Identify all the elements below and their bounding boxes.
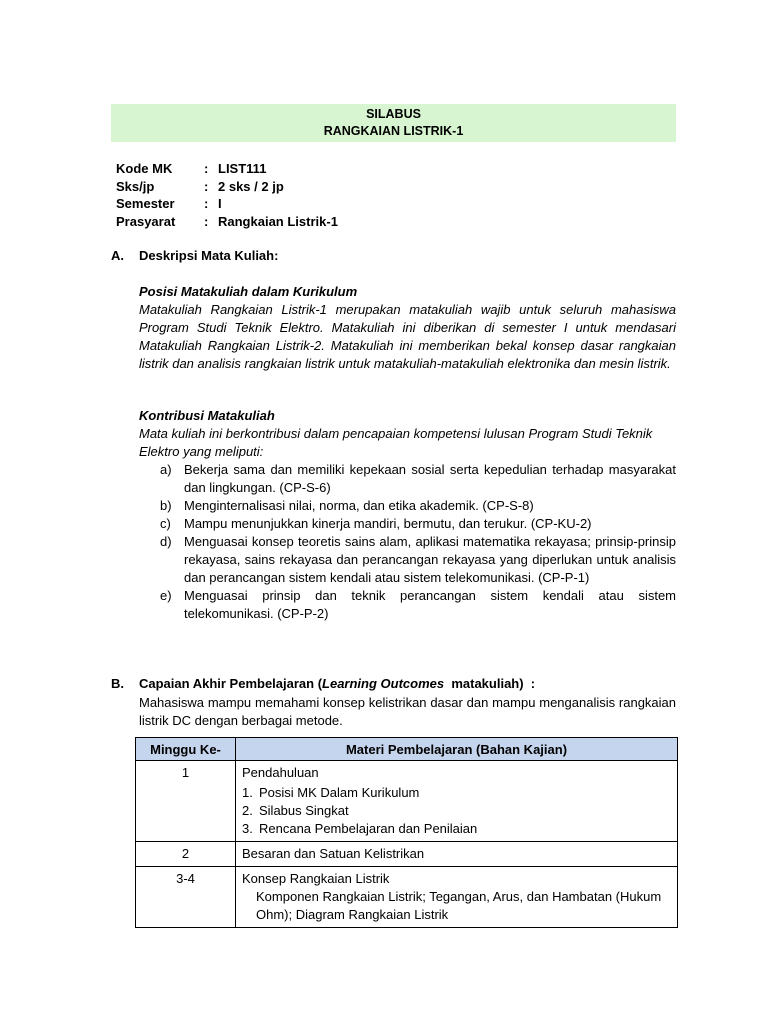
table-row bbox=[136, 867, 678, 928]
list-item bbox=[160, 515, 676, 533]
title-line-1: SILABUS bbox=[366, 107, 421, 121]
material-cell bbox=[236, 867, 678, 928]
meta-row bbox=[116, 160, 338, 178]
list-text: Bekerja sama dan memiliki kepekaan sosial serta kepedulian terhadap masyarakat dan lingkungan. (CP-S-6) bbox=[184, 462, 676, 495]
posisi-block bbox=[139, 283, 676, 373]
section-a-heading bbox=[111, 248, 278, 263]
list-item bbox=[242, 784, 671, 802]
list-marker: b) bbox=[160, 498, 172, 513]
learning-outcome-text: Mahasiswa mampu memahami konsep kelistrikan dasar dan mampu menganalisis rangkaian listrik DC dengan berbagai metode. bbox=[139, 695, 676, 728]
course-meta bbox=[116, 160, 338, 230]
table-row bbox=[136, 761, 678, 842]
list-text: Menginternalisasi nilai, norma, dan etika akademik. (CP-S-8) bbox=[184, 498, 534, 513]
list-text: Mampu menunjukkan kinerja mandiri, bermutu, dan terukur. (CP-KU-2) bbox=[184, 516, 592, 531]
meta-separator: : bbox=[204, 196, 209, 211]
table-row bbox=[136, 842, 678, 867]
section-title-italic: Learning Outcomes bbox=[322, 676, 445, 691]
materials-table bbox=[135, 737, 678, 928]
meta-label: Semester bbox=[116, 196, 175, 211]
material-detail: Komponen Rangkaian Listrik; Tegangan, Arus, dan Hambatan (Hukum Ohm); Diagram Rangkaian Listrik bbox=[256, 889, 662, 922]
material-title: Konsep Rangkaian Listrik bbox=[242, 871, 390, 886]
meta-label: Kode MK bbox=[116, 161, 173, 176]
list-item bbox=[160, 533, 676, 587]
list-marker: d) bbox=[160, 534, 172, 549]
section-letter: B. bbox=[111, 676, 124, 691]
list-marker: 1. bbox=[242, 785, 253, 800]
week-cell: 3-4 bbox=[136, 867, 236, 928]
meta-label: Sks/jp bbox=[116, 178, 155, 194]
material-title: Besaran dan Satuan Kelistrikan bbox=[242, 846, 425, 861]
kontribusi-list bbox=[160, 461, 676, 623]
kontribusi-heading: Kontribusi Matakuliah bbox=[139, 408, 275, 423]
section-title-post: matakuliah) : bbox=[444, 676, 536, 691]
meta-separator: : bbox=[204, 213, 209, 229]
list-text: Menguasai prinsip dan teknik perancangan sistem kendali atau sistem telekomunikasi. (CP-P-2) bbox=[184, 588, 676, 621]
kontribusi-block bbox=[139, 407, 676, 461]
list-marker: c) bbox=[160, 516, 171, 531]
list-item bbox=[160, 461, 676, 497]
list-text: Menguasai konsep teoretis sains alam, aplikasi matematika rekayasa; prinsip-prinsip rekayasa, sains rekayasa dan perancangan rekayasa yang diperlukan untuk analisis dan perancangan sistem kendali atau sistem telekomunikasi. (CP-P-1) bbox=[184, 534, 676, 585]
header-material: Materi Pembelajaran (Bahan Kajian) bbox=[236, 738, 678, 761]
title-line-2: RANGKAIAN LISTRIK-1 bbox=[323, 124, 464, 138]
list-marker: e) bbox=[160, 588, 172, 603]
list-marker: 3. bbox=[242, 821, 253, 836]
meta-row bbox=[116, 213, 338, 231]
posisi-text: Matakuliah Rangkaian Listrik-1 merupakan matakuliah wajib untuk seluruh mahasiswa Program Studi Teknik Elektro. Matakuliah ini diberikan di semester I untuk mendasari Matakuliah Rangkaian Listrik-2. Matakuliah ini memberikan bekal konsep dasar rangkaian listrik dan analisis rangkaian listrik untuk matakuliah-matakuliah elektronika dan mesin listrik. bbox=[139, 302, 676, 371]
material-cell bbox=[236, 761, 678, 842]
table-header-row bbox=[136, 738, 678, 761]
material-title: Pendahuluan bbox=[242, 765, 319, 780]
list-marker: 2. bbox=[242, 803, 253, 818]
meta-value: LIST111 bbox=[218, 161, 267, 176]
meta-value: 2 sks / 2 jp bbox=[218, 178, 284, 194]
list-item bbox=[242, 802, 671, 820]
title-box bbox=[111, 104, 676, 142]
section-b-heading bbox=[111, 676, 535, 691]
list-text: Posisi MK Dalam Kurikulum bbox=[259, 785, 420, 800]
posisi-heading: Posisi Matakuliah dalam Kurikulum bbox=[139, 284, 358, 299]
section-title: Deskripsi Mata Kuliah: bbox=[139, 248, 279, 263]
week-cell: 2 bbox=[136, 842, 236, 867]
week-cell: 1 bbox=[136, 761, 236, 842]
meta-row bbox=[116, 178, 338, 196]
meta-label: Prasyarat bbox=[116, 213, 176, 229]
list-item bbox=[160, 587, 676, 623]
list-marker: a) bbox=[160, 462, 172, 477]
list-item bbox=[242, 820, 671, 838]
meta-separator: : bbox=[204, 161, 209, 176]
section-title-pre: Capaian Akhir Pembelajaran ( bbox=[139, 676, 323, 691]
material-list bbox=[242, 784, 671, 838]
meta-separator: : bbox=[204, 178, 209, 194]
meta-value: Rangkaian Listrik-1 bbox=[218, 213, 338, 229]
header-week: Minggu Ke- bbox=[136, 738, 236, 761]
list-item bbox=[160, 497, 676, 515]
material-cell bbox=[236, 842, 678, 867]
section-letter: A. bbox=[111, 248, 124, 263]
list-text: Rencana Pembelajaran dan Penilaian bbox=[259, 821, 478, 836]
meta-row bbox=[116, 195, 338, 213]
kontribusi-text: Mata kuliah ini berkontribusi dalam pencapaian kompetensi lulusan Program Studi Teknik Elektro yang meliputi: bbox=[139, 426, 653, 459]
meta-value: I bbox=[218, 196, 222, 211]
list-text: Silabus Singkat bbox=[259, 803, 349, 818]
